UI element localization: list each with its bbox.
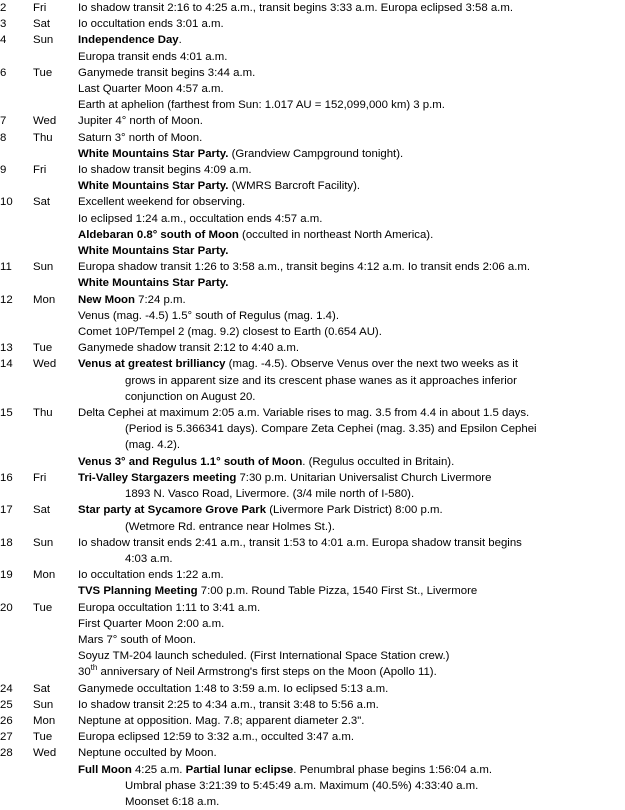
event-detail: (Period is 5.366341 days). Compare Zeta Cephei (mag. 3.35) and Epsilon Cephei bbox=[125, 423, 537, 436]
event-detail: conjunction on August 20. bbox=[125, 390, 256, 403]
event-text bbox=[125, 437, 625, 453]
event-highlight: New Moon bbox=[78, 293, 135, 306]
calendar-row bbox=[0, 519, 625, 535]
calendar-row bbox=[0, 681, 625, 697]
event-highlight: Aldebaran 0.8° south of Moon bbox=[78, 228, 239, 241]
event-text bbox=[78, 632, 625, 648]
calendar-row bbox=[0, 65, 625, 81]
calendar-row bbox=[0, 713, 625, 729]
event-detail: (Grandview Campground tonight). bbox=[228, 147, 404, 160]
calendar-row bbox=[0, 437, 625, 453]
day-number: 6 bbox=[0, 66, 7, 79]
event-text bbox=[78, 65, 625, 81]
day-number: 19 bbox=[0, 569, 13, 582]
calendar-row bbox=[0, 356, 625, 372]
calendar-row bbox=[0, 421, 625, 437]
day-number: 27 bbox=[0, 731, 13, 744]
event-detail: Earth at aphelion (farthest from Sun: 1.017 AU = 152,099,000 km) 3 p.m. bbox=[78, 99, 445, 112]
event-detail: 7:30 p.m. Unitarian Universalist Church Livermore bbox=[236, 471, 492, 484]
day-of-week: Tue bbox=[33, 66, 53, 79]
event-text bbox=[78, 648, 625, 664]
event-highlight: Venus at greatest brilliancy bbox=[78, 358, 226, 371]
event-detail: (mag. -4.5). Observe Venus over the next two weeks as it bbox=[225, 358, 519, 371]
day-number: 15 bbox=[0, 407, 13, 420]
event-text bbox=[78, 502, 625, 518]
event-detail: Io shadow transit ends 2:41 a.m., transit 1:53 to 4:01 a.m. Europa shadow transit begins bbox=[78, 536, 522, 549]
event-text bbox=[78, 616, 625, 632]
event-detail: (occulted in northeast North America). bbox=[238, 228, 434, 241]
event-text bbox=[78, 292, 625, 308]
day-number: 7 bbox=[0, 115, 7, 128]
event-text bbox=[78, 713, 625, 729]
event-text bbox=[78, 32, 625, 48]
event-detail: Jupiter 4° north of Moon. bbox=[78, 115, 203, 128]
calendar-row bbox=[0, 324, 625, 340]
event-detail: Europa occultation 1:11 to 3:41 a.m. bbox=[78, 601, 261, 614]
calendar-row bbox=[0, 778, 625, 794]
event-text bbox=[78, 535, 625, 551]
day-of-week: Sat bbox=[33, 682, 51, 695]
event-detail: Io occultation ends 1:22 a.m. bbox=[78, 569, 224, 582]
event-text bbox=[78, 97, 625, 113]
event-text bbox=[78, 259, 625, 275]
event-detail: Io shadow transit 2:16 to 4:25 a.m., transit begins 3:33 a.m. Europa eclipsed 3:58 a.m. bbox=[78, 2, 513, 14]
event-detail: Io occultation ends 3:01 a.m. bbox=[78, 18, 224, 31]
event-text bbox=[78, 729, 625, 745]
calendar-row bbox=[0, 454, 625, 470]
event-text bbox=[78, 162, 625, 178]
day-of-week: Fri bbox=[33, 2, 47, 14]
calendar-row bbox=[0, 97, 625, 113]
calendar-row bbox=[0, 113, 625, 129]
event-text bbox=[125, 551, 625, 567]
day-of-week: Tue bbox=[33, 731, 53, 744]
event-text bbox=[78, 130, 625, 146]
calendar-row bbox=[0, 567, 625, 583]
day-of-week: Sun bbox=[33, 34, 54, 47]
event-detail: 30 bbox=[78, 666, 91, 679]
event-detail: anniversary of Neil Armstrong's first steps on the Moon (Apollo 11). bbox=[97, 666, 437, 679]
event-highlight: Full Moon bbox=[78, 763, 132, 776]
day-number: 17 bbox=[0, 504, 13, 517]
event-text bbox=[78, 762, 625, 778]
event-text bbox=[78, 113, 625, 129]
day-number: 13 bbox=[0, 342, 13, 355]
day-of-week: Wed bbox=[33, 747, 57, 760]
event-detail: Mars 7° south of Moon. bbox=[78, 633, 196, 646]
event-detail: Saturn 3° north of Moon. bbox=[78, 131, 203, 144]
calendar-row bbox=[0, 664, 625, 680]
event-text bbox=[78, 178, 625, 194]
day-of-week: Mon bbox=[33, 293, 56, 306]
day-of-week: Sun bbox=[33, 261, 54, 274]
event-text bbox=[78, 583, 625, 599]
day-number: 25 bbox=[0, 698, 13, 711]
calendar-row bbox=[0, 81, 625, 97]
event-text bbox=[78, 227, 625, 243]
event-detail: (WMRS Barcroft Facility). bbox=[228, 180, 361, 193]
event-text bbox=[78, 340, 625, 356]
calendar-row bbox=[0, 292, 625, 308]
calendar-row bbox=[0, 227, 625, 243]
event-highlight: Venus 3° and Regulus 1.1° south of Moon bbox=[78, 455, 303, 468]
event-text bbox=[78, 745, 625, 761]
event-detail: Ganymede transit begins 3:44 a.m. bbox=[78, 66, 256, 79]
day-of-week: Sun bbox=[33, 698, 54, 711]
event-highlight: White Mountains Star Party. bbox=[78, 277, 229, 290]
event-detail: . bbox=[178, 34, 182, 47]
calendar-row bbox=[0, 470, 625, 486]
event-detail: Umbral phase 3:21:39 to 5:45:49 a.m. Maximum (40.5%) 4:33:40 a.m. bbox=[125, 779, 479, 792]
calendar-row bbox=[0, 648, 625, 664]
day-of-week: Fri bbox=[33, 471, 47, 484]
event-detail: (Livermore Park District) 8:00 p.m. bbox=[266, 504, 443, 517]
day-number: 10 bbox=[0, 196, 13, 209]
calendar-row bbox=[0, 340, 625, 356]
event-detail: Io eclipsed 1:24 a.m., occultation ends 4:57 a.m. bbox=[78, 212, 323, 225]
calendar-row bbox=[0, 308, 625, 324]
event-detail: Soyuz TM-204 launch scheduled. (First International Space Station crew.) bbox=[78, 650, 450, 663]
day-of-week: Mon bbox=[33, 569, 56, 582]
event-text bbox=[78, 194, 625, 210]
event-detail: Ganymede shadow transit 2:12 to 4:40 a.m. bbox=[78, 342, 299, 355]
event-text bbox=[78, 664, 625, 680]
day-of-week: Sat bbox=[33, 196, 51, 209]
calendar-row bbox=[0, 632, 625, 648]
event-text bbox=[125, 373, 625, 389]
event-detail: Comet 10P/Tempel 2 (mag. 9.2) closest to Earth (0.654 AU). bbox=[78, 326, 382, 339]
day-number: 14 bbox=[0, 358, 13, 371]
day-number: 3 bbox=[0, 18, 7, 31]
calendar-row bbox=[0, 259, 625, 275]
calendar-row bbox=[0, 600, 625, 616]
day-number: 28 bbox=[0, 747, 13, 760]
day-of-week: Fri bbox=[33, 164, 47, 177]
day-number: 18 bbox=[0, 536, 13, 549]
event-text bbox=[78, 243, 625, 259]
event-text bbox=[125, 794, 625, 810]
event-detail: Neptune occulted by Moon. bbox=[78, 747, 217, 760]
day-of-week: Wed bbox=[33, 358, 57, 371]
event-detail: Europa transit ends 4:01 a.m. bbox=[78, 50, 228, 63]
day-number: 2 bbox=[0, 2, 7, 14]
calendar-row bbox=[0, 762, 625, 778]
event-text bbox=[125, 486, 625, 502]
calendar-row bbox=[0, 616, 625, 632]
calendar-row bbox=[0, 697, 625, 713]
event-detail: Venus (mag. -4.5) 1.5° south of Regulus (mag. 1.4). bbox=[78, 309, 339, 322]
day-of-week: Wed bbox=[33, 115, 57, 128]
event-detail: 4:03 a.m. bbox=[125, 552, 173, 565]
event-text bbox=[78, 275, 625, 291]
event-detail: Ganymede occultation 1:48 to 3:59 a.m. Io eclipsed 5:13 a.m. bbox=[78, 682, 389, 695]
day-of-week: Sat bbox=[33, 504, 51, 517]
event-detail: . (Regulus occulted in Britain). bbox=[302, 455, 455, 468]
calendar-row bbox=[0, 211, 625, 227]
calendar-row bbox=[0, 0, 625, 16]
calendar-row bbox=[0, 275, 625, 291]
day-number: 9 bbox=[0, 164, 7, 177]
event-detail: (Wetmore Rd. entrance near Holmes St.). bbox=[125, 520, 335, 533]
calendar-row bbox=[0, 535, 625, 551]
day-of-week: Sat bbox=[33, 18, 51, 31]
event-text bbox=[78, 356, 625, 372]
calendar-row bbox=[0, 551, 625, 567]
event-text bbox=[78, 470, 625, 486]
event-highlight: White Mountains Star Party. bbox=[78, 147, 229, 160]
event-text bbox=[125, 421, 625, 437]
event-text bbox=[125, 389, 625, 405]
event-highlight: White Mountains Star Party. bbox=[78, 180, 229, 193]
event-detail: 4:25 a.m. bbox=[131, 763, 186, 776]
day-of-week: Thu bbox=[33, 407, 53, 420]
event-text bbox=[78, 0, 625, 16]
event-detail: 7:00 p.m. Round Table Pizza, 1540 First St., Livermore bbox=[197, 585, 478, 598]
event-text bbox=[125, 519, 625, 535]
calendar-row bbox=[0, 373, 625, 389]
calendar-row bbox=[0, 146, 625, 162]
calendar-row bbox=[0, 583, 625, 599]
event-text bbox=[78, 454, 625, 470]
event-text bbox=[78, 146, 625, 162]
day-of-week: Sun bbox=[33, 536, 54, 549]
event-detail: 1893 N. Vasco Road, Livermore. (3/4 mile north of I-580). bbox=[125, 488, 415, 501]
calendar-row bbox=[0, 162, 625, 178]
event-text bbox=[78, 49, 625, 65]
calendar-row bbox=[0, 16, 625, 32]
calendar-row bbox=[0, 178, 625, 194]
calendar-row bbox=[0, 194, 625, 210]
event-text bbox=[78, 16, 625, 32]
event-detail: th bbox=[90, 663, 98, 673]
calendar-row bbox=[0, 130, 625, 146]
day-number: 4 bbox=[0, 34, 7, 47]
event-detail: Moonset 6:18 a.m. bbox=[125, 795, 220, 808]
event-detail: Europa shadow transit 1:26 to 3:58 a.m., transit begins 4:12 a.m. Io transit ends 2:06 a.m. bbox=[78, 261, 531, 274]
calendar-row bbox=[0, 389, 625, 405]
event-detail: Io shadow transit begins 4:09 a.m. bbox=[78, 164, 252, 177]
day-number: 20 bbox=[0, 601, 13, 614]
event-detail: Delta Cephei at maximum 2:05 a.m. Variable rises to mag. 3.5 from 4.4 in about 1.5 days. bbox=[78, 407, 530, 420]
event-highlight: Independence Day bbox=[78, 34, 179, 47]
calendar-row bbox=[0, 405, 625, 421]
event-detail: (mag. 4.2). bbox=[125, 439, 181, 452]
event-highlight: Star party at Sycamore Grove Park bbox=[78, 504, 267, 517]
calendar-row bbox=[0, 745, 625, 761]
event-highlight: Tri-Valley Stargazers meeting bbox=[78, 471, 237, 484]
calendar-row bbox=[0, 486, 625, 502]
event-highlight: TVS Planning Meeting bbox=[78, 585, 198, 598]
event-detail: Europa eclipsed 12:59 to 3:32 a.m., occulted 3:47 a.m. bbox=[78, 731, 355, 744]
event-detail: Last Quarter Moon 4:57 a.m. bbox=[78, 83, 224, 96]
event-detail: . Penumbral phase begins 1:56:04 a.m. bbox=[293, 763, 493, 776]
event-detail: 7:24 p.m. bbox=[134, 293, 186, 306]
event-text bbox=[78, 697, 625, 713]
calendar-row bbox=[0, 729, 625, 745]
day-number: 8 bbox=[0, 131, 7, 144]
event-text bbox=[78, 600, 625, 616]
event-detail: First Quarter Moon 2:00 a.m. bbox=[78, 617, 225, 630]
calendar-row bbox=[0, 32, 625, 48]
event-detail: Io shadow transit 2:25 to 4:34 a.m., transit 3:48 to 5:56 a.m. bbox=[78, 698, 379, 711]
event-detail: grows in apparent size and its crescent phase wanes as it approaches inferior bbox=[125, 374, 517, 387]
event-highlight: Partial lunar eclipse bbox=[185, 763, 294, 776]
event-text bbox=[78, 405, 625, 421]
day-of-week: Tue bbox=[33, 601, 53, 614]
day-number: 24 bbox=[0, 682, 13, 695]
event-text bbox=[78, 81, 625, 97]
calendar-row bbox=[0, 243, 625, 259]
day-number: 26 bbox=[0, 714, 13, 727]
day-number: 12 bbox=[0, 293, 13, 306]
calendar-row bbox=[0, 502, 625, 518]
day-number: 16 bbox=[0, 471, 13, 484]
calendar-row bbox=[0, 49, 625, 65]
event-highlight: White Mountains Star Party. bbox=[78, 245, 229, 258]
day-of-week: Mon bbox=[33, 714, 56, 727]
event-text bbox=[78, 681, 625, 697]
event-text bbox=[78, 308, 625, 324]
event-text bbox=[78, 567, 625, 583]
event-detail: Neptune at opposition. Mag. 7.8; apparent diameter 2.3". bbox=[78, 714, 365, 727]
day-number: 11 bbox=[0, 261, 12, 274]
event-text bbox=[78, 324, 625, 340]
calendar-row bbox=[0, 794, 625, 810]
day-of-week: Thu bbox=[33, 131, 53, 144]
event-text bbox=[78, 211, 625, 227]
day-of-week: Tue bbox=[33, 342, 53, 355]
event-text bbox=[125, 778, 625, 794]
event-detail: Excellent weekend for observing. bbox=[78, 196, 246, 209]
